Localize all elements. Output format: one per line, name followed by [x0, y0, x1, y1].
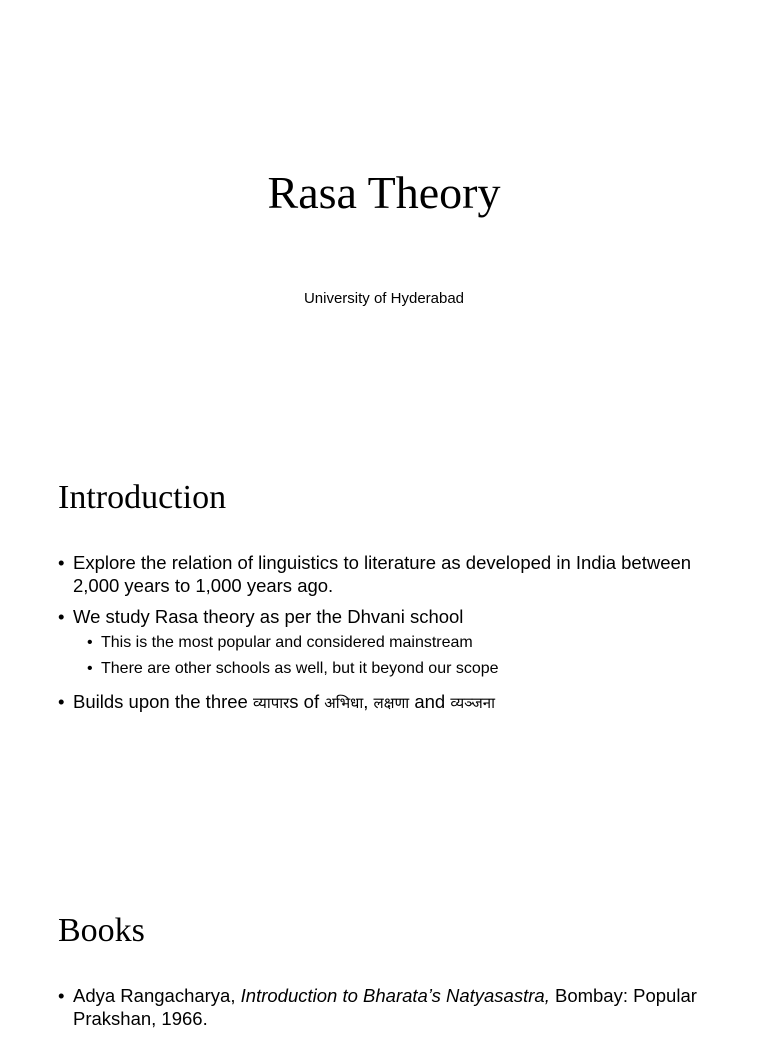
sub-bullet-item: • There are other schools as well, but it beyond our scope: [73, 656, 718, 682]
book-author: Adya Rangacharya,: [73, 985, 241, 1006]
bullet-text-part: ,: [363, 691, 374, 712]
books-bullet-list: [58, 984, 718, 1038]
bullet-text-part: Builds upon the three: [73, 691, 253, 712]
sub-bullet-list: [73, 630, 718, 682]
bullet-text-part: and: [409, 691, 451, 712]
book-publisher: Bombay: Popular Prakshan, 1966.: [73, 985, 697, 1029]
books-heading: Books: [58, 912, 145, 949]
bullet-item: [58, 605, 718, 682]
slide-subtitle: University of Hyderabad: [303, 290, 465, 307]
bullet-item: [58, 551, 718, 597]
bullet-text: Explore the relation of linguistics to literature as developed in India between 2,000 years to 1,000 years ago.: [73, 552, 692, 596]
book-reference: [58, 984, 718, 1030]
devanagari-term: लक्षणा: [373, 694, 410, 712]
bullet-item: [58, 690, 718, 715]
bullet-text: We study Rasa theory as per the Dhvani school: [73, 606, 464, 627]
devanagari-term: व्यञ्जना: [450, 694, 496, 712]
book-title: Introduction to Bharata’s Natyasastra,: [240, 985, 550, 1006]
introduction-bullet-list: [58, 551, 718, 723]
bullet-text-part: s of: [289, 691, 325, 712]
devanagari-term: व्यापार: [253, 694, 290, 712]
introduction-heading: Introduction: [58, 479, 227, 516]
slide-title: Rasa Theory: [267, 167, 501, 218]
sub-bullet-item: • This is the most popular and considered mainstream: [73, 630, 718, 656]
devanagari-term: अभिधा: [324, 694, 364, 712]
